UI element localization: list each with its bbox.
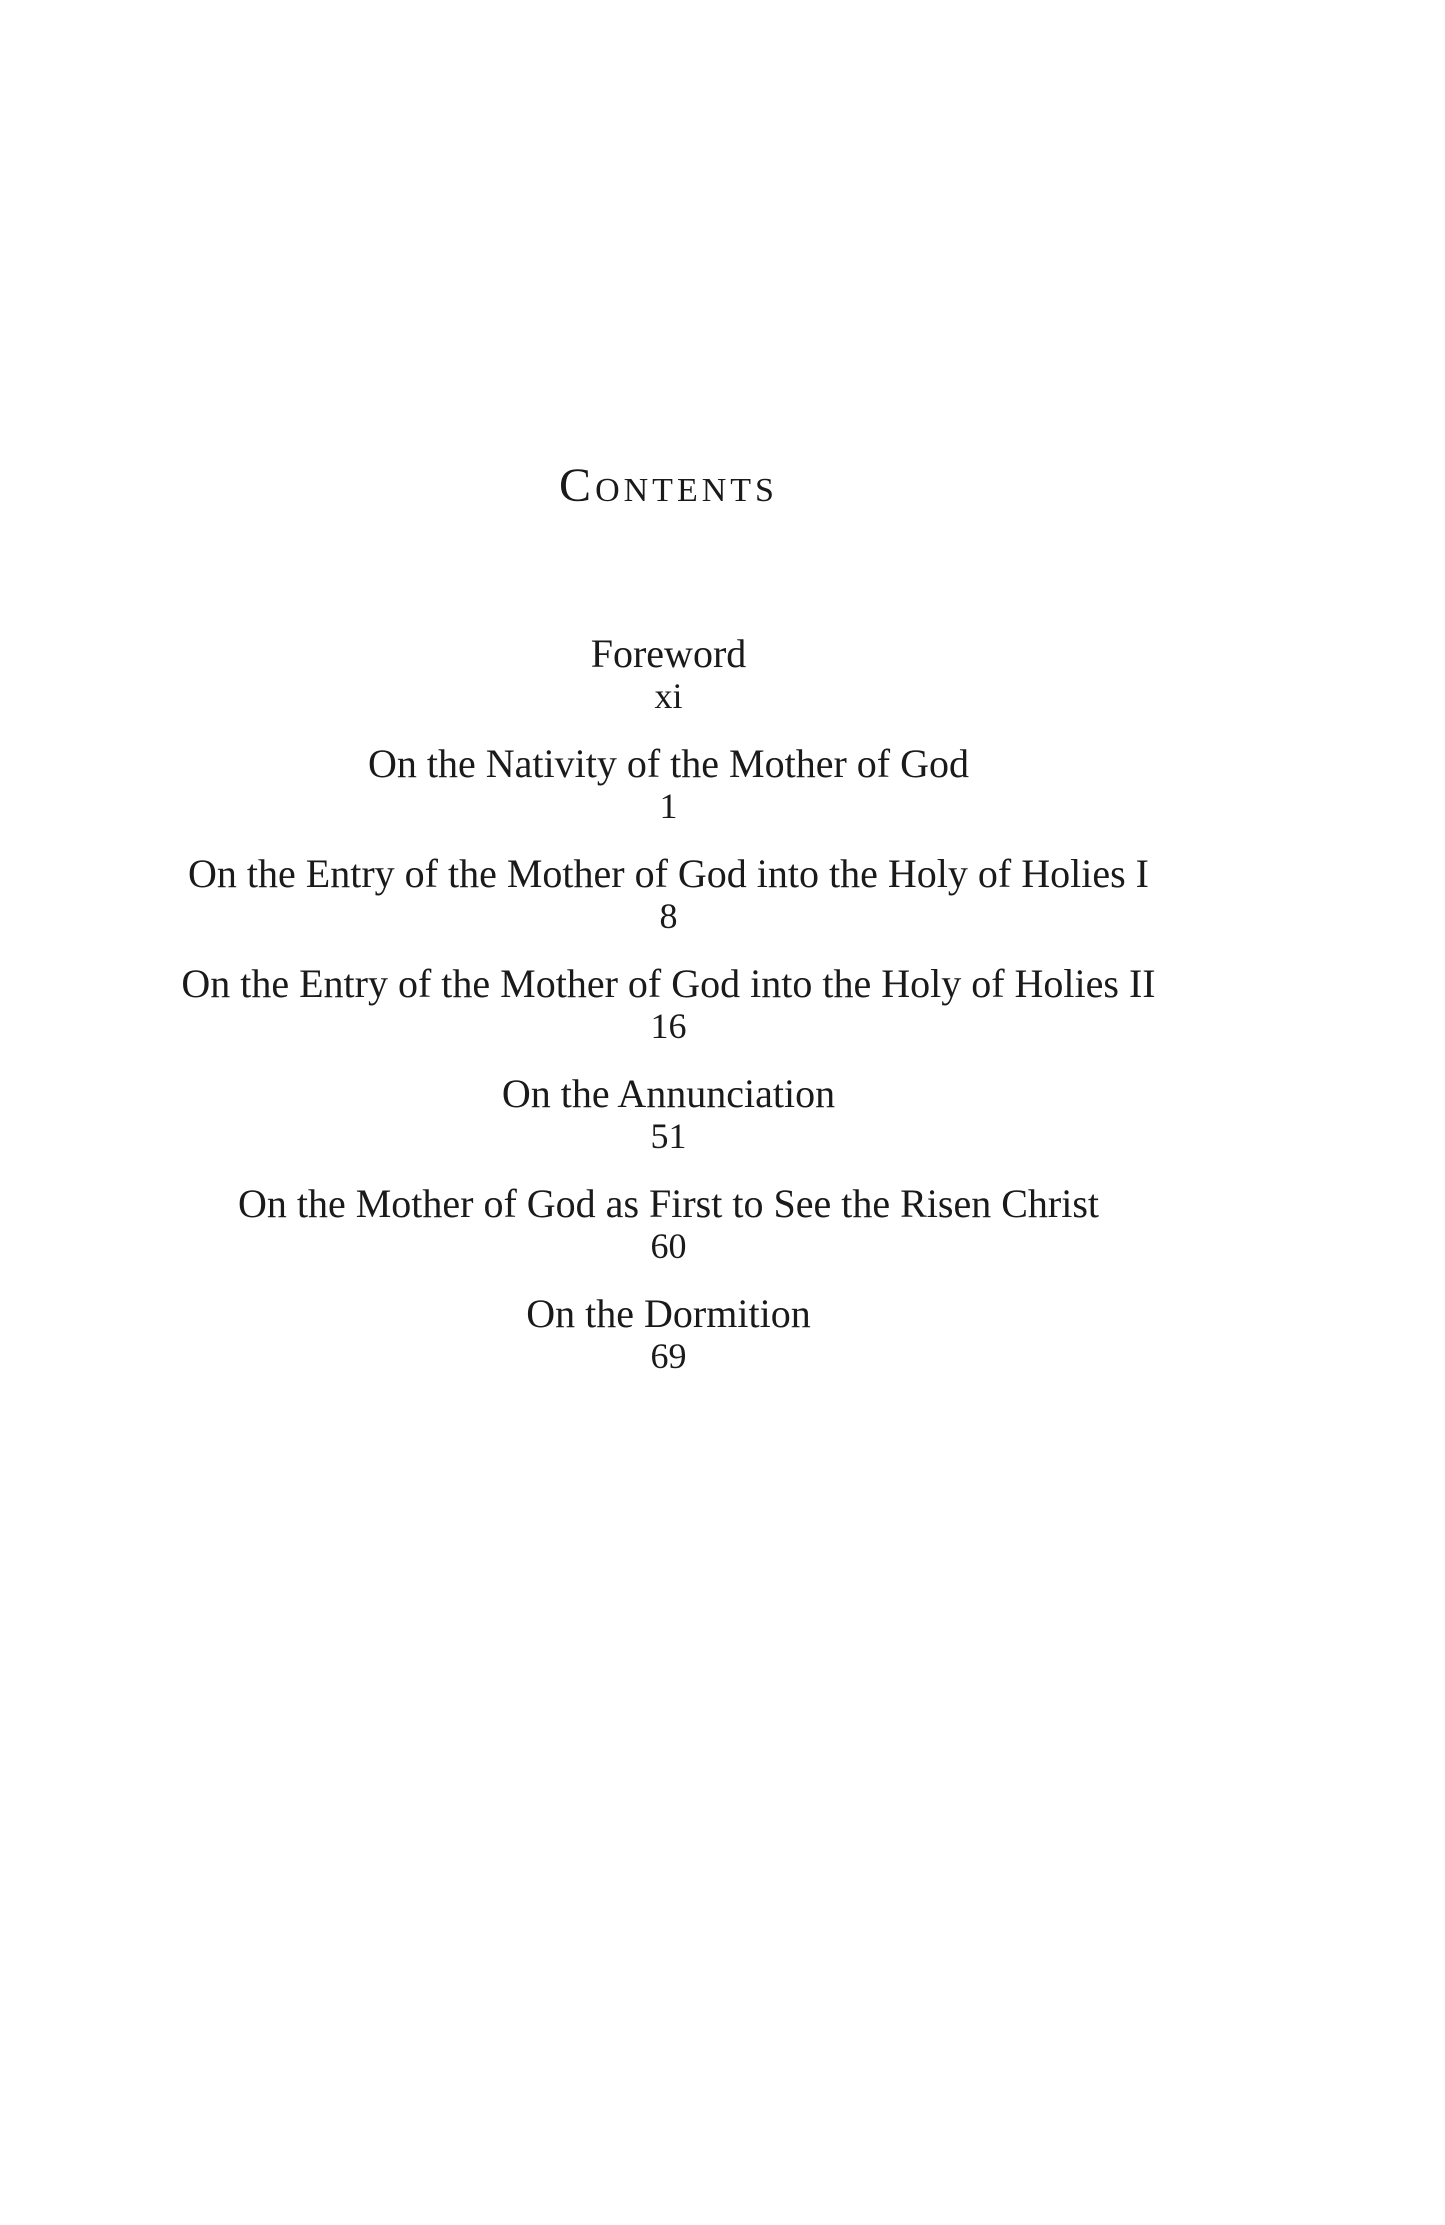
toc-entry-title: On the Entry of the Mother of God into the Holy of Holies I [188,851,1149,896]
toc-entry-title: Foreword [590,631,747,676]
toc-entry [0,1292,1337,1402]
table-of-contents [0,632,1337,1402]
toc-entry-title: On the Annunciation [501,1071,836,1116]
toc-entry [0,742,1337,852]
toc-entry-page: 51 [650,1116,687,1156]
toc-entry [0,962,1337,1072]
toc-entry [0,1182,1337,1292]
toc-entry-title: On the Entry of the Mother of God into the Holy of Holies II [181,961,1156,1006]
contents-heading: Contents [559,459,778,512]
toc-entry-page: xi [654,676,683,716]
toc-entry-page: 8 [659,896,678,936]
toc-entry [0,1072,1337,1182]
toc-entry-page: 1 [659,786,678,826]
toc-entry-title: On the Dormition [526,1291,811,1336]
toc-entry-title: On the Mother of God as First to See the Risen Christ [237,1181,1100,1226]
toc-entry [0,632,1337,742]
toc-entry-page: 60 [650,1226,687,1266]
toc-entry-page: 69 [650,1336,687,1376]
toc-entry [0,852,1337,962]
toc-entry-page: 16 [650,1006,687,1046]
toc-entry-title: On the Nativity of the Mother of God [368,741,969,786]
